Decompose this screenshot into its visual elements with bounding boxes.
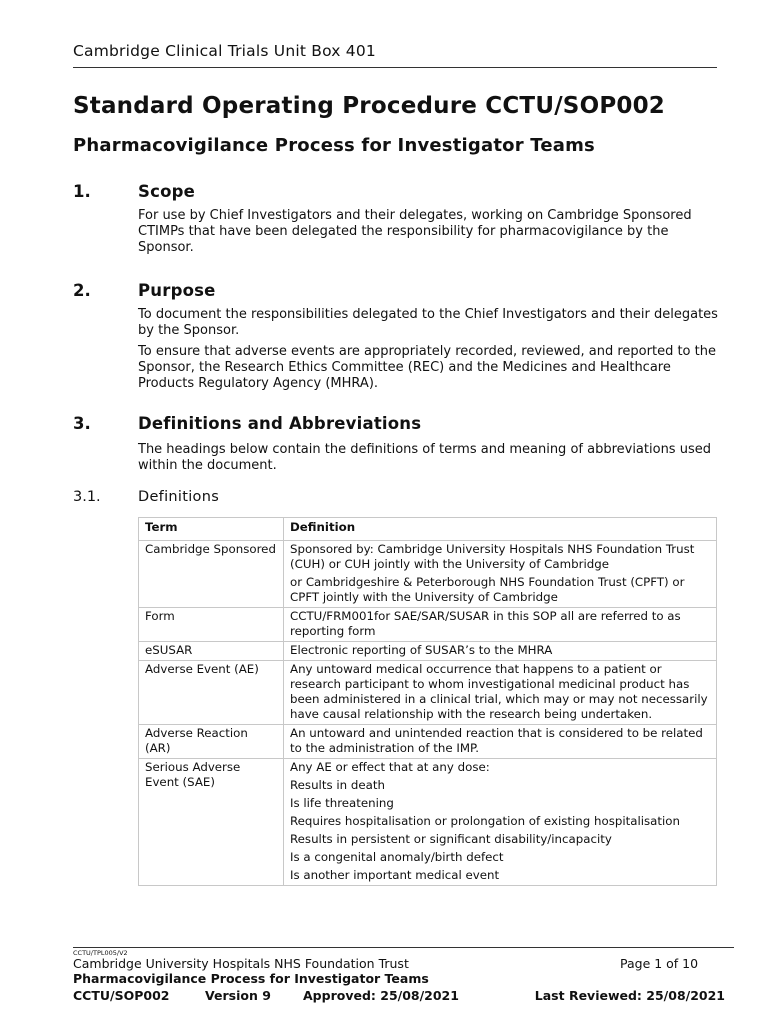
definition-line: Is a congenital anomaly/birth defect — [290, 850, 504, 864]
definitions-table — [138, 517, 717, 886]
table-row — [139, 725, 717, 759]
definition-line: or Cambridgeshire & Peterborough NHS Foundation Trust (CPFT) or CPFT jointly with the University of Cambridge — [290, 575, 685, 604]
definition-cell — [284, 642, 717, 661]
document-subtitle: Pharmacovigilance Process for Investigator Teams — [73, 135, 595, 156]
section-title-definitions: Definitions and Abbreviations — [138, 414, 422, 433]
document-title: Standard Operating Procedure CCTU/SOP002 — [73, 93, 665, 119]
definition-line: Results in death — [290, 778, 385, 792]
term-cell: Serious Adverse Event (SAE) — [139, 759, 284, 886]
section-number: 3. — [73, 414, 91, 433]
definition-line: Requires hospitalisation or prolongation of existing hospitalisation — [290, 814, 680, 828]
scope-paragraph: For use by Chief Investigators and their delegates, working on Cambridge Sponsored CTIMPs that have been delegated the responsibility for pharmacovigilance by the Sponsor. — [138, 208, 692, 255]
section-number: 1. — [73, 182, 91, 201]
section-number: 2. — [73, 281, 91, 300]
section-title-scope: Scope — [138, 182, 196, 201]
subsection-title: Definitions — [138, 489, 220, 505]
footer-approved-date: Approved: 25/08/2021 — [303, 988, 459, 1003]
definition-line: Is another important medical event — [290, 868, 500, 882]
definition-cell — [284, 661, 717, 725]
table-row — [139, 541, 717, 608]
table-row — [139, 608, 717, 642]
purpose-paragraph: To ensure that adverse events are appropriately recorded, reviewed, and reported to the Sponsor, the Research Ethics Committee (REC) and the Medicines and Healthcare Products Regulatory Agency (MHRA). — [138, 344, 716, 391]
subsection-number: 3.1. — [73, 489, 101, 505]
term-cell: eSUSAR — [139, 642, 284, 661]
definitions-intro-paragraph: The headings below contain the definitions of terms and meaning of abbreviations used within the document. — [138, 442, 711, 473]
term-cell: Form — [139, 608, 284, 642]
table-row — [139, 661, 717, 725]
definition-line: Electronic reporting of SUSAR’s to the MHRA — [290, 643, 553, 657]
column-header-definition: Definition — [284, 518, 717, 541]
term-cell: Cambridge Sponsored — [139, 541, 284, 608]
footer-meta — [73, 988, 725, 1003]
definition-line: Sponsored by: Cambridge University Hospitals NHS Foundation Trust (CUH) or CUH jointly with the University of Cambridge — [290, 542, 695, 571]
definition-line: Results in persistent or significant disability/incapacity — [290, 832, 612, 846]
footer-reviewed-date: Last Reviewed: 25/08/2021 — [534, 988, 725, 1003]
definition-cell — [284, 725, 717, 759]
running-header: Cambridge Clinical Trials Unit Box 401 — [73, 42, 376, 60]
definition-line: Any untoward medical occurrence that happens to a patient or research participant to whom investigational medicinal product has been administered in a clinical trial, which may or may not necessarily have causal relationship with the research being undertaken. — [290, 662, 708, 721]
footer-organisation: Cambridge University Hospitals NHS Foundation Trust — [73, 956, 409, 971]
section-title-purpose: Purpose — [138, 281, 216, 300]
header-divider — [73, 67, 717, 68]
table-row — [139, 759, 717, 886]
definition-line: Any AE or effect that at any dose: — [290, 760, 490, 774]
definition-line: An untoward and unintended reaction that is considered to be related to the administration of the IMP. — [290, 726, 703, 755]
definition-cell — [284, 759, 717, 886]
definition-line: CCTU/FRM001for SAE/SAR/SUSAR in this SOP all are referred to as reporting form — [290, 609, 681, 638]
purpose-paragraph: To document the responsibilities delegated to the Chief Investigators and their delegates by the Sponsor. — [138, 307, 718, 338]
template-code: CCTU/TPL005/V2 — [73, 949, 128, 957]
definition-cell — [284, 608, 717, 642]
table-row — [139, 642, 717, 661]
table-header-row — [139, 518, 717, 541]
footer-sop-id: CCTU/SOP002 — [73, 988, 170, 1003]
footer-title: Pharmacovigilance Process for Investigator Teams — [73, 971, 429, 986]
footer-divider — [73, 947, 734, 948]
definition-cell — [284, 541, 717, 608]
term-cell: Adverse Reaction (AR) — [139, 725, 284, 759]
footer-version: Version 9 — [205, 988, 271, 1003]
term-cell: Adverse Event (AE) — [139, 661, 284, 725]
column-header-term: Term — [139, 518, 284, 541]
page-number: Page 1 of 10 — [620, 956, 699, 971]
definition-line: Is life threatening — [290, 796, 394, 810]
